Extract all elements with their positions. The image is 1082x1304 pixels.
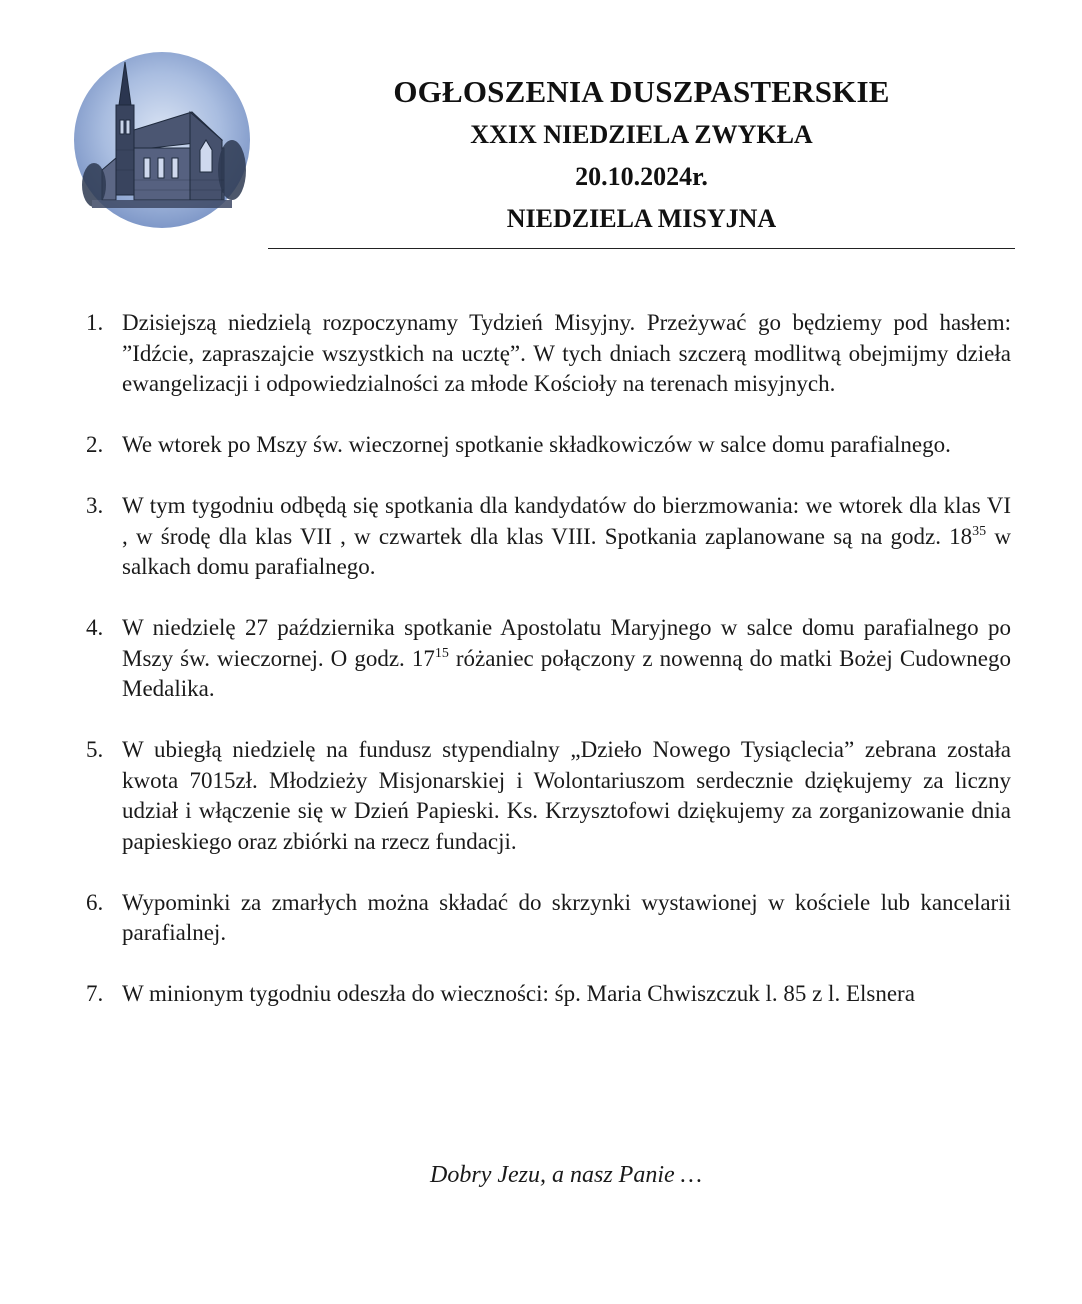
announcements-list [86, 308, 1011, 1040]
list-item [86, 888, 1011, 949]
item-text: W ubiegłą niedzielę na fundusz stypendialny „Dzieło Nowego Tysiąclecia” zebrana została kwota 7015zł. Młodzieży Misjonarskiej i Wolontariuszom serdecznie dziękujemy za liczny udział i włączenie się w Dzień Papieski. Ks. Krzysztofowi dziękujemy za zorganizowanie dnia papieskiego oraz zbiórki na rzecz fundacji. [122, 737, 1011, 854]
list-item [86, 491, 1011, 583]
list-item [86, 979, 1011, 1010]
occasion: NIEDZIELA MISYJNA [506, 204, 777, 233]
page-title: OGŁOSZENIA DUSZPASTERSKIE [393, 74, 890, 109]
item-text-continued: różaniec połączony z nowenną do matki Bożej Cudownego Medalika. [122, 645, 1011, 701]
item-number: 5. [86, 737, 104, 762]
list-item [86, 735, 1011, 857]
item-text: Wypominki za zmarłych można składać do skrzynki wystawionej w kościele lub kancelarii parafialnej. [122, 889, 1011, 945]
item-text: We wtorek po Mszy św. wieczornej spotkanie składkowiczów w salce domu parafialnego. [122, 432, 951, 457]
sunday-name: XXIX NIEDZIELA ZWYKŁA [470, 120, 813, 149]
item-number: 6. [86, 889, 104, 915]
list-item [86, 308, 1011, 400]
item-text: W minionym tygodniu odeszła do wieczności: śp. Maria Chwiszczuk l. 85 z l. Elsnera [122, 981, 915, 1006]
item-number: 1. [86, 310, 104, 335]
item-text-continued: w salkach domu parafialnego. [122, 523, 1011, 579]
header-divider [268, 248, 1015, 249]
list-item [86, 430, 1011, 461]
item-text: W tym tygodniu odbędą się spotkania dla kandydatów do bierzmowania: we wtorek dla klas VI , w środę dla klas VII , w czwartek dla klas VIII. Spotkania zaplanowane są na godz. 18 [122, 493, 1011, 549]
closing-prayer: Dobry Jezu, a nasz Panie … [430, 1162, 702, 1188]
date: 20.10.2024r. [575, 162, 708, 191]
item-number: 2. [86, 432, 104, 457]
item-text: Dzisiejszą niedzielą rozpoczynamy Tydzień Misyjny. Przeżywać go będziemy pod hasłem: ”Idźcie, zapraszajcie wszystkich na ucztę”. W tych dniach szczerą modlitwą obejmijmy dzieła ewangelizacji i odpowiedzialności za młode Kościoły na terenach misyjnych. [122, 310, 1011, 396]
time-minutes: 15 [434, 645, 449, 661]
header [268, 70, 1015, 249]
time-minutes: 35 [972, 523, 987, 539]
item-number: 4. [86, 615, 104, 640]
item-text: W niedzielę 27 października spotkanie Apostolatu Maryjnego w salce domu parafialnego po Mszy św. wieczornej. O godz. 17 [122, 615, 1011, 671]
item-number: 7. [86, 981, 104, 1006]
list-item [86, 613, 1011, 705]
item-number: 3. [86, 493, 104, 518]
church-logo [72, 50, 252, 230]
